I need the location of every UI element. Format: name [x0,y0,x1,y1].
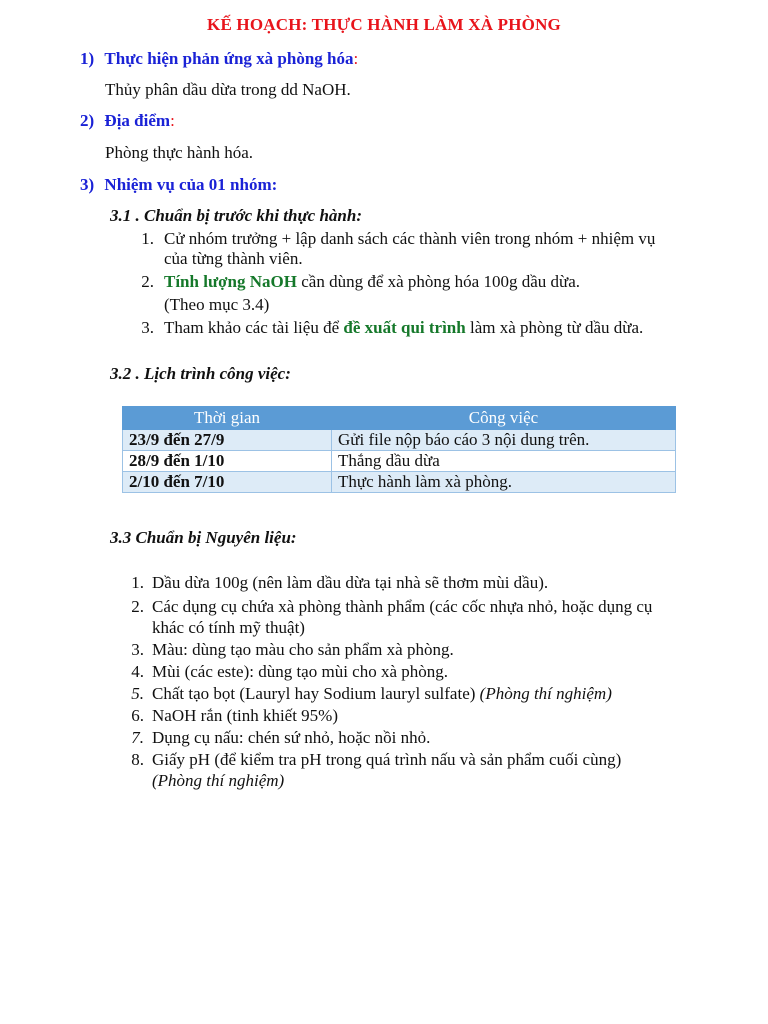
list-number: 6. [131,706,144,725]
list-item-text-continued: của từng thành viên. [164,249,303,268]
list-number: 4. [131,662,144,681]
table-header-row [123,407,676,430]
section-3-title: Nhiệm vụ của 01 nhóm: [104,175,278,194]
column-header-time: Thời gian [123,407,332,430]
list-item-rest: làm xà phòng từ dầu dừa. [465,318,644,337]
section-1-colon: : [353,49,359,68]
section-2-title: Địa điểm [104,111,171,130]
cell-task: Thực hành làm xà phòng. [332,472,676,493]
list-number: 3. [131,640,144,659]
highlight-text: Tính lượng NaOH [164,272,297,291]
cell-time: 28/9 đến 1/10 [123,451,332,472]
section-1-heading [80,48,358,69]
list-number: 7. [131,728,144,747]
section-1-number: 1) [80,49,95,68]
list-number: 1. [131,573,144,592]
cell-task: Gửi file nộp báo cáo 3 nội dung trên. [332,430,676,451]
list-item-text [164,271,580,292]
list-number: 5. [131,684,144,703]
table-row [123,430,676,451]
list-item-text: NaOH rắn (tinh khiết 95%) [152,706,339,725]
list-item-note: (Phòng thí nghiệm) [479,684,612,703]
cell-task: Thắng dầu dừa [332,451,676,472]
list-number: 8. [131,750,144,769]
cell-time: 23/9 đến 27/9 [123,430,332,451]
list-item-pre: Tham khảo các tài liệu để [164,318,344,337]
list-item-text: Mùi (các este): dùng tạo mùi cho xà phòng. [152,662,449,681]
cell-time: 2/10 đến 7/10 [123,472,332,493]
schedule-table [122,406,676,493]
highlight-text: đề xuất qui trình [343,318,466,337]
list-item-text: Giấy pH (để kiểm tra pH trong quá trình nấu và sản phẩm cuối cùng) [152,750,622,769]
list-number: 2. [141,272,154,291]
subsection-3-1-heading: 3.1 . Chuẩn bị trước khi thực hành: [110,206,362,225]
page-title: KẾ HOẠCH: THỰC HÀNH LÀM XÀ PHÒNG [207,15,561,34]
list-item-text-continued: (Theo mục 3.4) [164,295,270,314]
section-1-body: Thủy phân dầu dừa trong dd NaOH. [105,80,351,99]
list-item-text: Cử nhóm trưởng + lập danh sách các thành viên trong nhóm + nhiệm vụ [164,229,656,248]
section-3-heading [80,174,277,195]
list-item-text: Dụng cụ nấu: chén sứ nhỏ, hoặc nồi nhỏ. [152,728,431,747]
section-1-title: Thực hiện phản ứng xà phòng hóa [104,49,354,68]
section-2-body: Phòng thực hành hóa. [105,143,254,162]
section-2-heading [80,110,175,131]
list-item-main: Chất tạo bọt (Lauryl hay Sodium lauryl sulfate) [152,684,480,703]
subsection-3-2-heading: 3.2 . Lịch trình công việc: [110,364,291,383]
list-item-text: Các dụng cụ chứa xà phòng thành phẩm (các cốc nhựa nhỏ, hoặc dụng cụ [152,597,653,616]
list-item-text [164,317,643,338]
subsection-3-3-heading: 3.3 Chuẩn bị Nguyên liệu: [110,528,297,547]
list-number: 3. [141,318,154,337]
column-header-task: Công việc [332,407,676,430]
list-number: 1. [141,229,154,248]
list-item-note: (Phòng thí nghiệm) [152,771,285,790]
list-item-text [152,683,612,704]
list-item-rest: cần dùng để xà phòng hóa 100g dầu dừa. [297,272,581,291]
list-number: 2. [131,597,144,616]
table-row [123,472,676,493]
section-3-number: 3) [80,175,95,194]
list-item-text-continued: khác có tính mỹ thuật) [152,618,305,637]
list-item-text: Dầu dừa 100g (nên làm dầu dừa tại nhà sẽ thơm mùi dầu). [152,573,549,592]
table-row [123,451,676,472]
section-2-colon: : [170,111,175,130]
list-item-text: Màu: dùng tạo màu cho sản phẩm xà phòng. [152,640,454,659]
section-2-number: 2) [80,111,95,130]
